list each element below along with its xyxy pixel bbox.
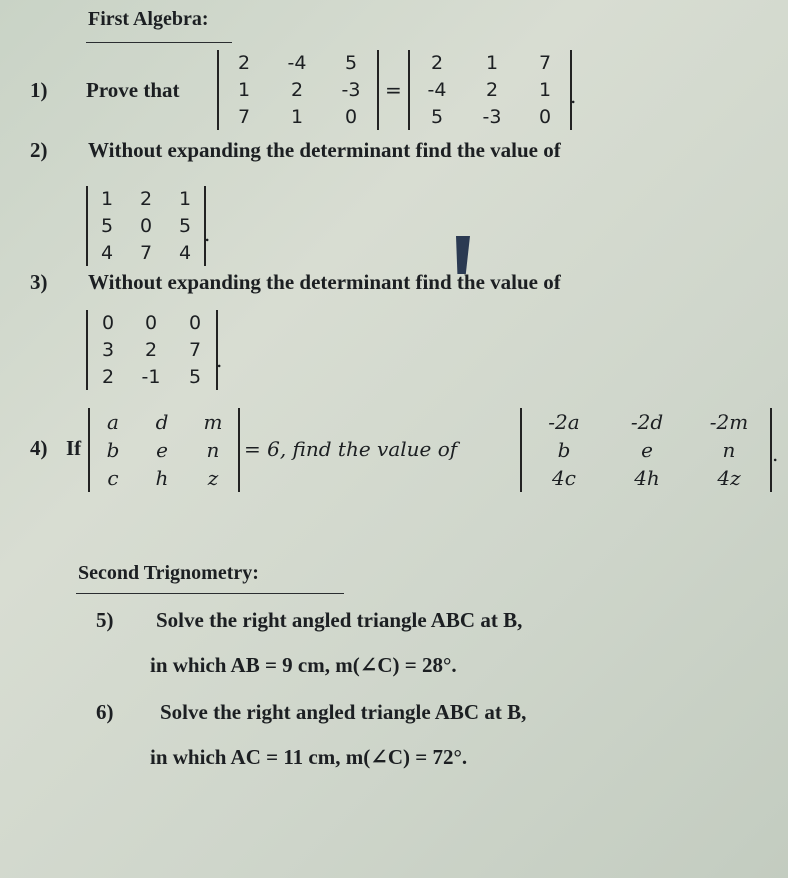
matrix-cell: 0	[139, 214, 153, 237]
matrix-cell: 0	[538, 105, 552, 128]
matrix-cell: 4c	[552, 466, 576, 490]
matrix-cell: z	[207, 466, 219, 490]
matrix-cell: d	[155, 410, 169, 434]
matrix-cell: 5	[430, 105, 444, 128]
matrix-cell: -3	[482, 105, 502, 128]
q3-number: 3)	[30, 270, 48, 294]
q4-right-determinant	[520, 408, 772, 492]
matrix-cell: -2a	[548, 410, 580, 434]
matrix-cell: 3	[101, 338, 115, 361]
matrix-cell: c	[107, 466, 119, 490]
matrix-cell: n	[206, 438, 220, 462]
q5-line2: in which AB = 9 cm, m(∠C) = 28°.	[150, 653, 457, 677]
q3-determinant	[86, 310, 218, 390]
matrix-cell: -4	[427, 78, 447, 101]
matrix-cell: 4	[178, 241, 192, 264]
matrix-cell: 0	[344, 105, 358, 128]
q5-number: 5)	[96, 608, 114, 632]
title-underline	[76, 593, 344, 594]
matrix-cell: b	[557, 438, 571, 462]
dark-mark	[456, 236, 470, 274]
matrix-cell: e	[641, 438, 653, 462]
q2-text: Without expanding the determinant find the value of	[88, 138, 561, 162]
matrix-cell: e	[156, 438, 168, 462]
matrix-cell: n	[722, 438, 736, 462]
matrix-cell: 4h	[634, 466, 660, 490]
matrix-cell: 2	[139, 188, 153, 211]
matrix-cell: b	[106, 438, 120, 462]
matrix-cell: 4	[100, 241, 114, 264]
q1-right-determinant	[408, 50, 572, 130]
q1-left-determinant	[217, 50, 379, 130]
q4-left-determinant	[88, 408, 240, 492]
matrix-cell: 5	[178, 214, 192, 237]
matrix-cell: m	[203, 410, 223, 434]
matrix-cell: 7	[237, 105, 251, 128]
q1-period: .	[570, 84, 577, 108]
matrix-cell: 2	[144, 338, 158, 361]
matrix-cell: 1	[538, 78, 552, 101]
matrix-cell: 2	[290, 78, 304, 101]
section-title-algebra: First Algebra:	[88, 8, 209, 30]
q2-determinant	[86, 186, 206, 266]
q4-if: If	[66, 436, 82, 460]
matrix-cell: 7	[538, 52, 552, 75]
q2-period: .	[204, 222, 211, 246]
matrix-cell: 2	[237, 52, 251, 75]
matrix-cell: 5	[188, 365, 202, 388]
q1-equals: =	[385, 78, 402, 102]
matrix-cell: 2	[101, 365, 115, 388]
matrix-cell: 2	[485, 78, 499, 101]
q1-text: Prove that	[86, 78, 180, 102]
q3-text: Without expanding the determinant find the value of	[88, 270, 561, 294]
matrix-cell: 5	[344, 52, 358, 75]
section-title-trigonometry: Second Trignometry:	[78, 562, 259, 584]
matrix-cell: 1	[485, 52, 499, 75]
q2-number: 2)	[30, 138, 48, 162]
matrix-cell: 4z	[717, 466, 741, 490]
matrix-cell: -3	[341, 78, 361, 101]
q4-period: .	[772, 442, 779, 466]
matrix-cell: 0	[144, 312, 158, 335]
q3-period: .	[216, 348, 223, 372]
q4-middle-text: = 6, find the value of	[244, 437, 458, 461]
q5-line1: Solve the right angled triangle ABC at B,	[156, 608, 523, 632]
title-underline	[86, 42, 232, 43]
matrix-cell: -4	[287, 52, 307, 75]
q6-line2: in which AC = 11 cm, m(∠C) = 72°.	[150, 745, 468, 769]
matrix-cell: -1	[141, 365, 161, 388]
matrix-cell: 7	[139, 241, 153, 264]
matrix-cell: 7	[188, 338, 202, 361]
matrix-cell: 1	[178, 188, 192, 211]
matrix-cell: h	[155, 466, 169, 490]
matrix-cell: 1	[100, 188, 114, 211]
matrix-cell: 1	[237, 78, 251, 101]
matrix-cell: 2	[430, 52, 444, 75]
q6-number: 6)	[96, 700, 114, 724]
matrix-cell: 0	[188, 312, 202, 335]
matrix-cell: -2m	[709, 410, 749, 434]
matrix-cell: 5	[100, 214, 114, 237]
matrix-cell: -2d	[630, 410, 664, 434]
matrix-cell: a	[107, 410, 119, 434]
matrix-cell: 1	[290, 105, 304, 128]
q6-line1: Solve the right angled triangle ABC at B,	[160, 700, 527, 724]
q4-number: 4)	[30, 436, 48, 460]
q1-number: 1)	[30, 78, 48, 102]
matrix-cell: 0	[101, 312, 115, 335]
